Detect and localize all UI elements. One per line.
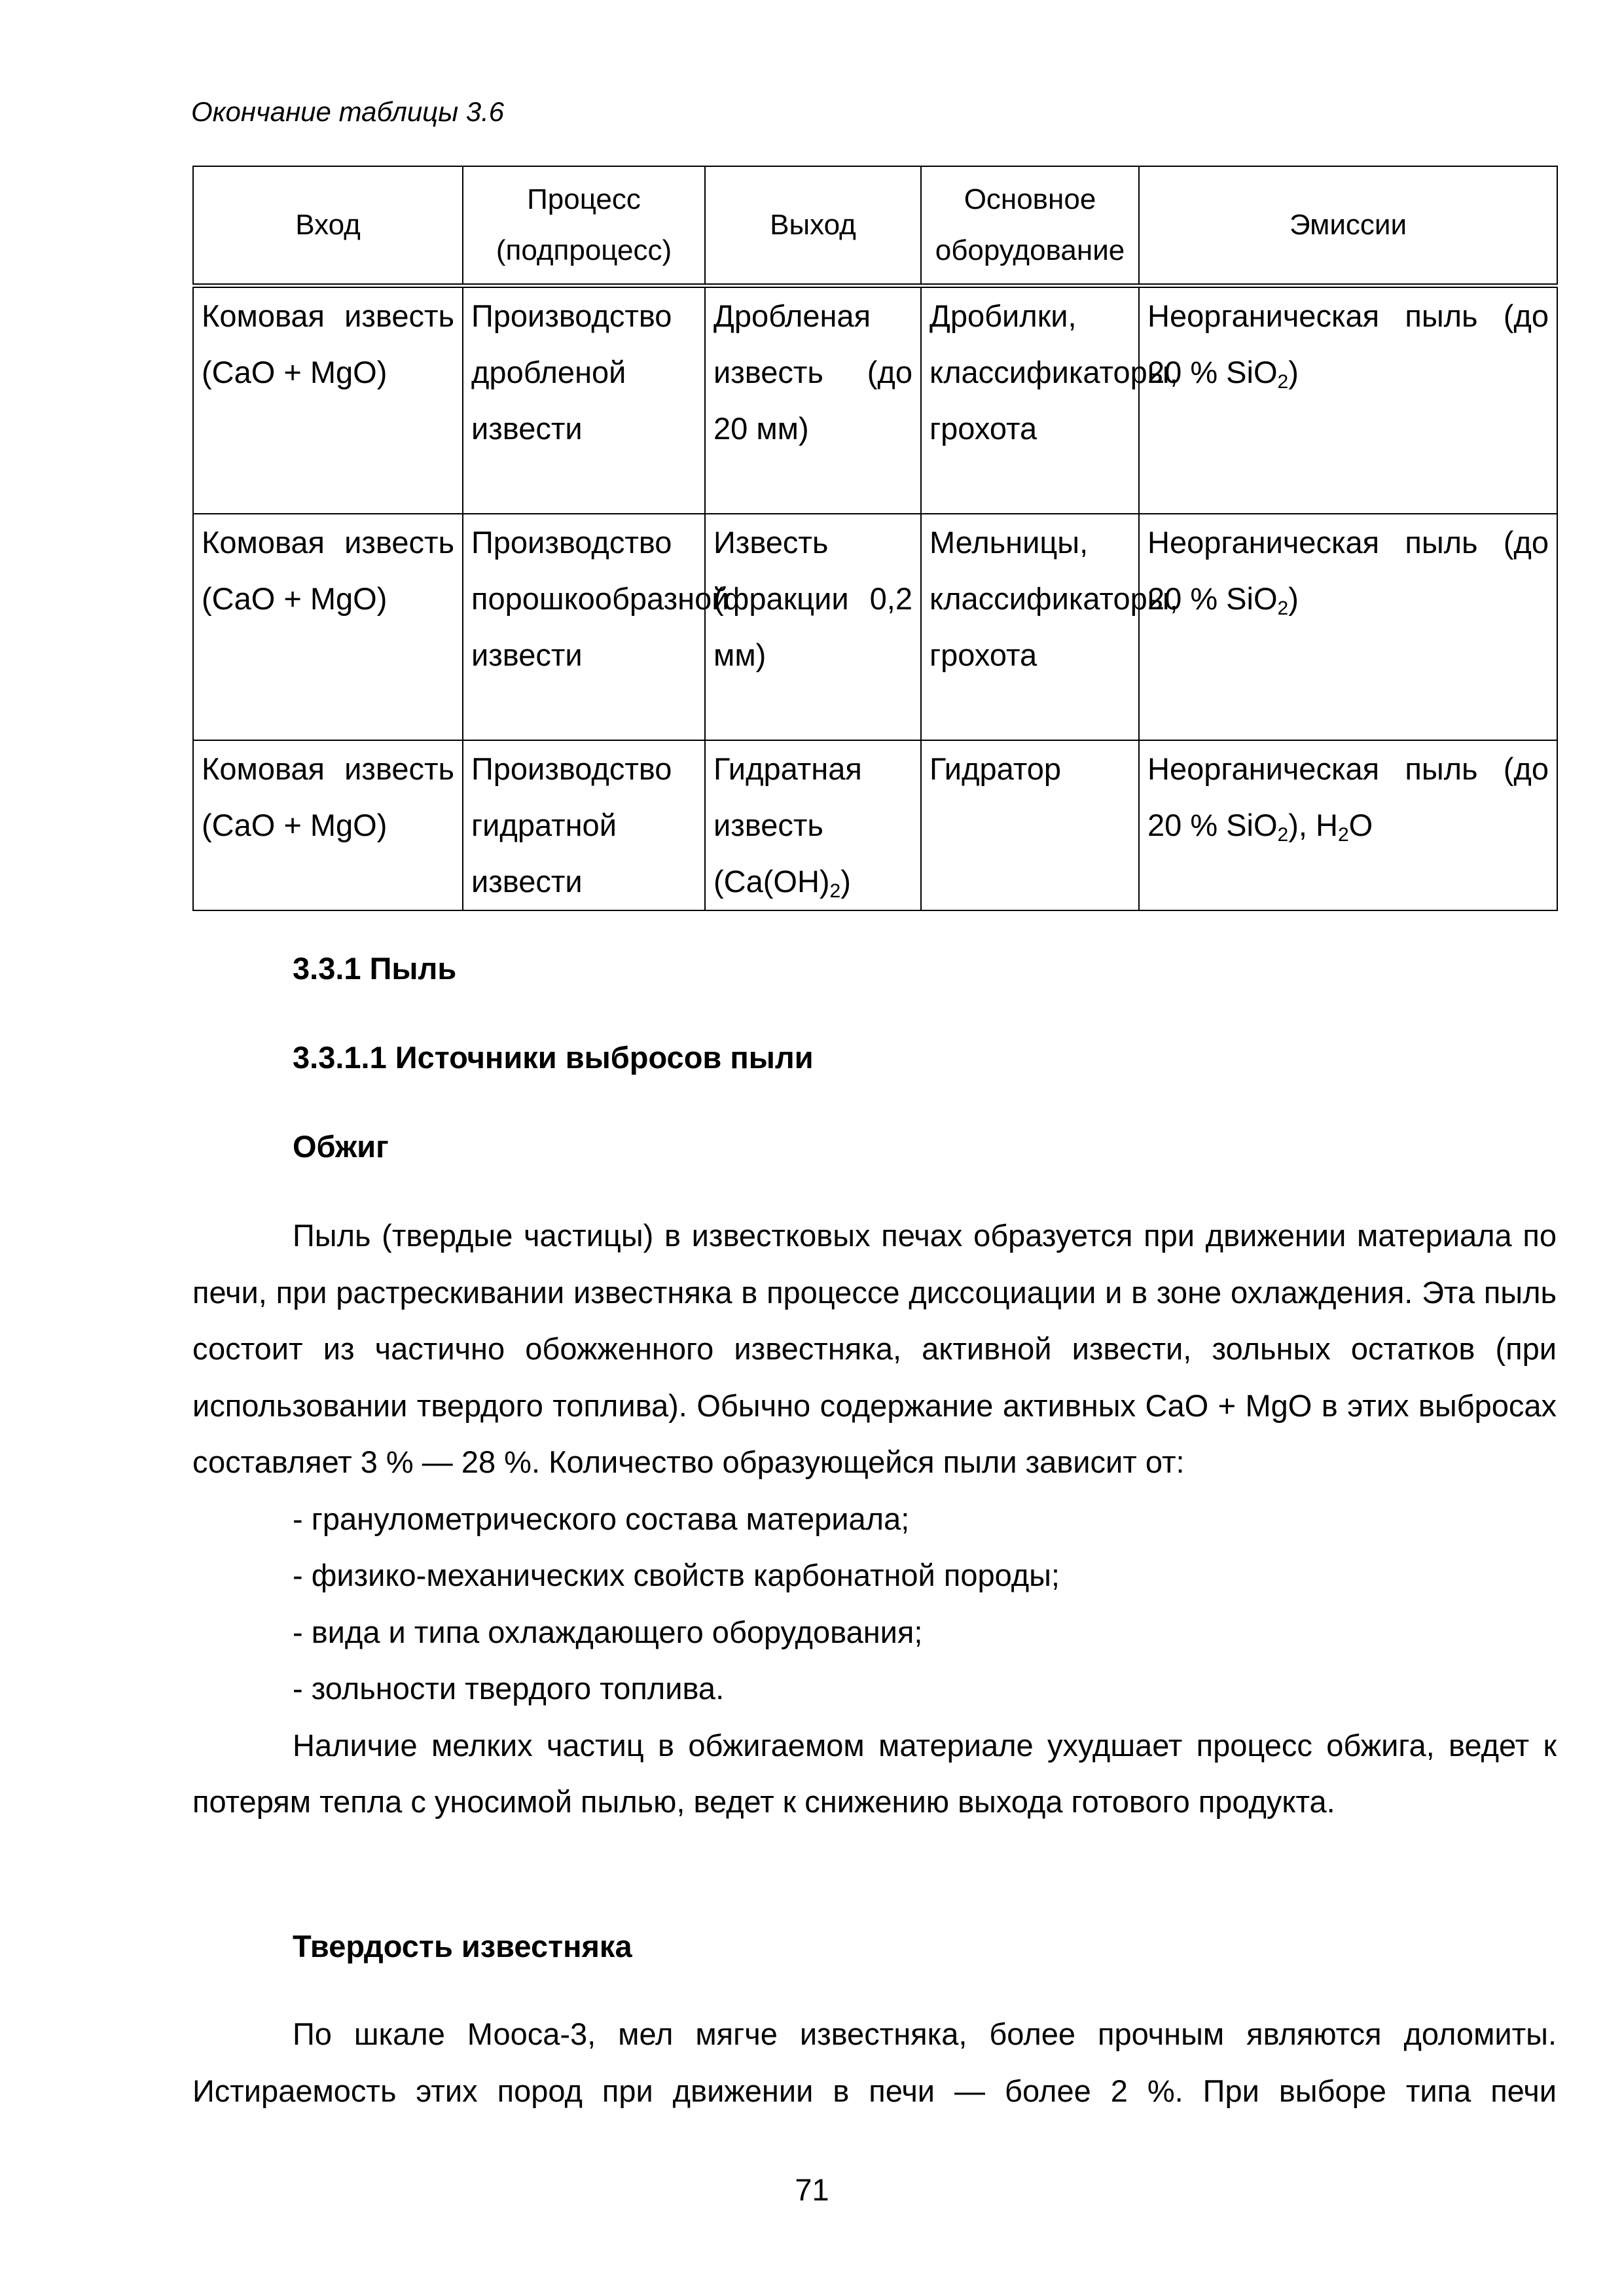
heading-firing: Обжиг	[293, 1129, 389, 1164]
cell-input: Комовая известь (CaO + MgO)	[193, 740, 463, 910]
cell-equipment: Гидратор	[921, 740, 1139, 910]
cell-input: Комовая известь (CaO + MgO)	[193, 514, 463, 740]
cell-emissions: Неорганическая пыль (до 20 % SiO$_2$)	[1139, 286, 1557, 514]
page-number: 71	[795, 2172, 829, 2207]
table-row	[193, 740, 1557, 910]
cell-equipment: Дробилки, классификаторы, грохота	[921, 286, 1139, 514]
paragraph-mohs-scale: По шкале Мооса-3, мел мягче известняка, более прочным являются доломиты. Истираемость этих пород при движении в печи — более 2 %. При выборе типа печи	[192, 2017, 1557, 2108]
table-caption: Окончание таблицы 3.6	[191, 96, 505, 127]
heading-limestone-hardness: Твердость известняка	[293, 1929, 632, 1964]
header-process: Процесс (подпроцесс)	[463, 166, 705, 286]
cell-emissions: Неорганическая пыль (до 20 % SiO$_2$)	[1139, 514, 1557, 740]
cell-process: Производство гидратной извести	[463, 740, 705, 910]
cell-output: Гидратная известь $(Ca(OH)_2)$	[705, 740, 921, 910]
header-vyhod: Выход	[705, 166, 921, 286]
body-text-block-2	[192, 2006, 1557, 2119]
process-table	[192, 166, 1558, 911]
list-item: - физико-механических свойств карбонатной породы;	[293, 1558, 1060, 1592]
paragraph-dust-formation: Пыль (твердые частицы) в известковых печах образуется при движении материала по печи, при растрескивании известняка в процессе диссоциации и в зоне охлаждения. Эта пыль состоит из частично обожженного известняка, активной извести, зольных остатков (при использовании твердого топлива). Обычно содержание активных CaO + MgO в этих выбросах составляет 3 % — 28 %. Количество образующейся пыли зависит от:	[192, 1218, 1557, 1479]
list-item: - вида и типа охлаждающего оборудования;	[293, 1614, 923, 1649]
cell-emissions: Неорганическая пыль (до 20 % SiO$_2$), $H_2O$	[1139, 740, 1557, 910]
header-equipment: Основное оборудование	[921, 166, 1139, 286]
list-item: - гранулометрического состава материала;	[293, 1501, 910, 1536]
cell-process: Производство порошкообразной извести	[463, 514, 705, 740]
cell-equipment: Мельницы, классификаторы, грохота	[921, 514, 1139, 740]
cell-input: Комовая известь (CaO + MgO)	[193, 286, 463, 514]
list-item: - зольности твердого топлива.	[293, 1671, 725, 1706]
heading-dust: 3.3.1 Пыль	[293, 951, 457, 986]
table-row	[193, 514, 1557, 740]
heading-dust-sources: 3.3.1.1 Источники выбросов пыли	[293, 1040, 814, 1075]
cell-output: Дробленая известь (до 20 мм)	[705, 286, 921, 514]
paragraph-fine-particles: Наличие мелких частиц в обжигаемом материале ухудшает процесс обжига, ведет к потерям тепла с уносимой пылью, ведет к снижению выхода готового продукта.	[192, 1727, 1557, 1819]
cell-process: Производство дробленой извести	[463, 286, 705, 514]
header-emissions: Эмиссии	[1139, 166, 1557, 286]
table-header-row	[193, 166, 1557, 286]
header-vhod: Вход	[193, 166, 463, 286]
body-text-block-1	[192, 1208, 1557, 1831]
cell-output: Известь (фракции 0,2 мм)	[705, 514, 921, 740]
table-row	[193, 286, 1557, 514]
